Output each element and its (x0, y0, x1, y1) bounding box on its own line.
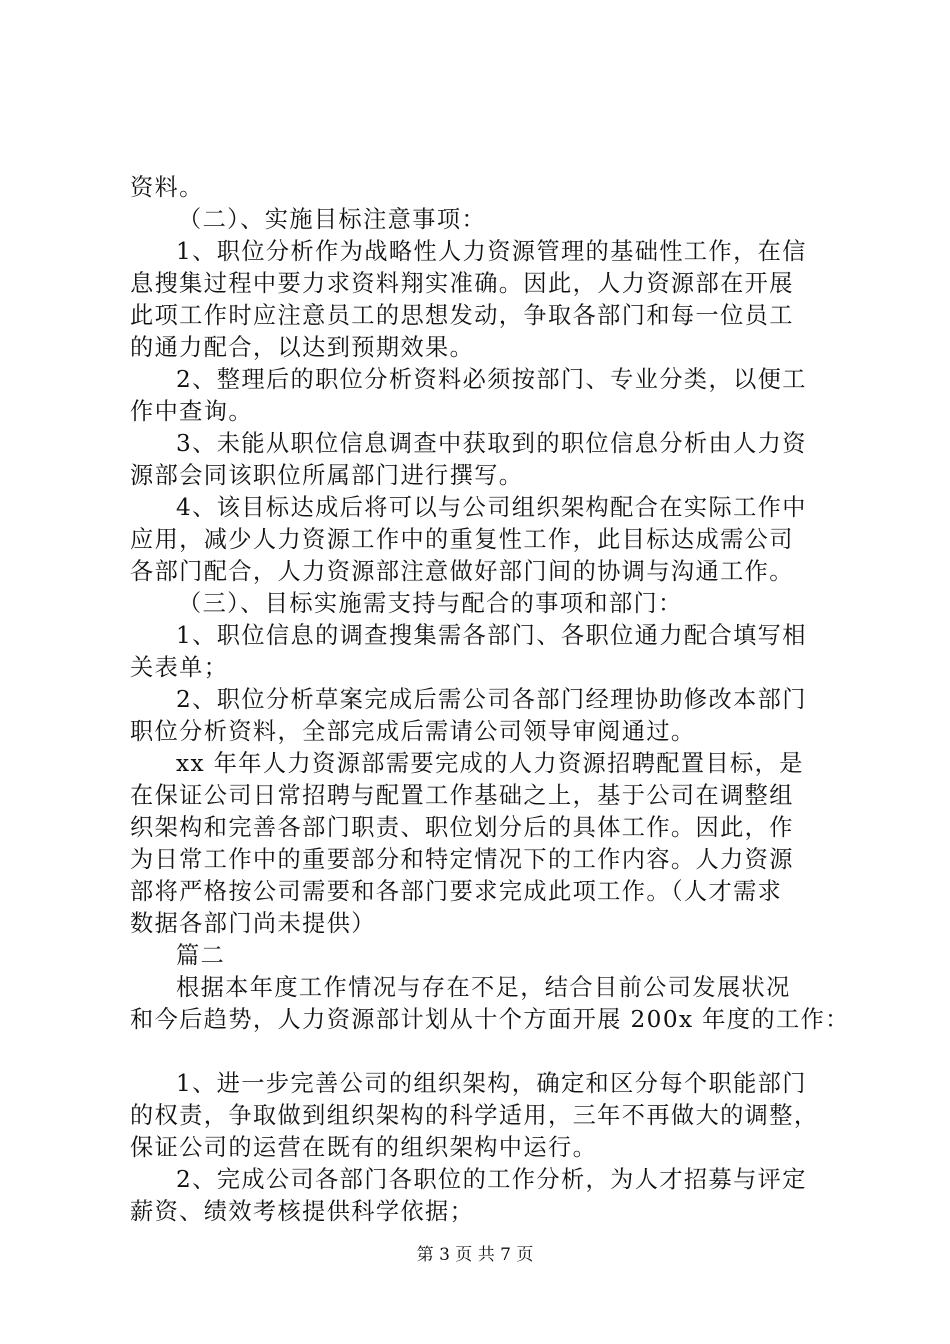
body-line: 部将严格按公司需要和各部门要求完成此项工作。（人才需求 (130, 878, 783, 905)
section-heading: （三）、目标实施需支持与配合的事项和部门： (178, 590, 683, 617)
body-line: 应用，减少人力资源工作中的重复性工作，此目标达成需公司 (130, 526, 794, 553)
body-line: 源部会同该职位所属部门进行撰写。 (130, 462, 524, 489)
body-line: 息搜集过程中要力求资料翔实准确。因此，人力资源部在开展 (130, 270, 794, 297)
body-line: 2、完成公司各部门各职位的工作分析，为人才招募与评定 (176, 1166, 807, 1193)
body-line: 关表单； (130, 654, 229, 681)
body-line: 的权责，争取做到组织架构的科学适用，三年不再做大的调整， (130, 1102, 819, 1129)
body-line: 资料。 (130, 174, 204, 201)
chapter-heading: 篇二 (176, 942, 226, 969)
body-line: 1、职位信息的调查搜集需各部门、各职位通力配合填写相 (176, 622, 807, 649)
body-line: 薪资、绩效考核提供科学依据； (130, 1198, 475, 1225)
body-line: 1、职位分析作为战略性人力资源管理的基础性工作，在信 (176, 238, 807, 265)
document-body (130, 172, 850, 1228)
body-line: 3、未能从职位信息调查中获取到的职位信息分析由人力资 (176, 430, 807, 457)
page-footer (0, 1245, 950, 1265)
body-line: 织架构和完善各部门职责、职位划分后的具体工作。因此，作 (130, 814, 794, 841)
body-line: 保证公司的运营在既有的组织架构中运行。 (130, 1134, 598, 1161)
body-line: 的通力配合，以达到预期效果。 (130, 334, 475, 361)
blank-line (130, 1036, 830, 1068)
body-line: 作中查询。 (130, 398, 253, 425)
body-line: 2、整理后的职位分析资料必须按部门、专业分类，以便工 (176, 366, 807, 393)
body-line: 职位分析资料，全部完成后需请公司领导审阅通过。 (130, 718, 696, 745)
section-heading: （二）、实施目标注意事项： (178, 206, 487, 233)
body-line: 各部门配合，人力资源部注意做好部门间的协调与沟通工作。 (130, 558, 794, 585)
body-line: 1、进一步完善公司的组织架构，确定和区分每个职能部门 (176, 1070, 807, 1097)
body-line: 和今后趋势，人力资源部计划从十个方面开展 200x 年度的工作： (130, 1006, 850, 1033)
body-line: 为日常工作中的重要部分和特定情况下的工作内容。人力资源 (130, 846, 794, 873)
body-line: 在保证公司日常招聘与配置工作基础之上，基于公司在调整组 (130, 782, 794, 809)
page-number-label: 第 3 页 共 7 页 (416, 1245, 534, 1265)
body-line: 根据本年度工作情况与存在不足，结合目前公司发展状况 (176, 974, 791, 1001)
body-line: 此项工作时应注意员工的思想发动，争取各部门和每一位员工 (130, 302, 794, 329)
body-line: xx 年年人力资源部需要完成的人力资源招聘配置目标，是 (176, 750, 804, 777)
body-line: 4、该目标达成后将可以与公司组织架构配合在实际工作中 (176, 494, 807, 521)
body-line: 数据各部门尚未提供） (130, 910, 376, 937)
body-line: 2、职位分析草案完成后需公司各部门经理协助修改本部门 (176, 686, 807, 713)
